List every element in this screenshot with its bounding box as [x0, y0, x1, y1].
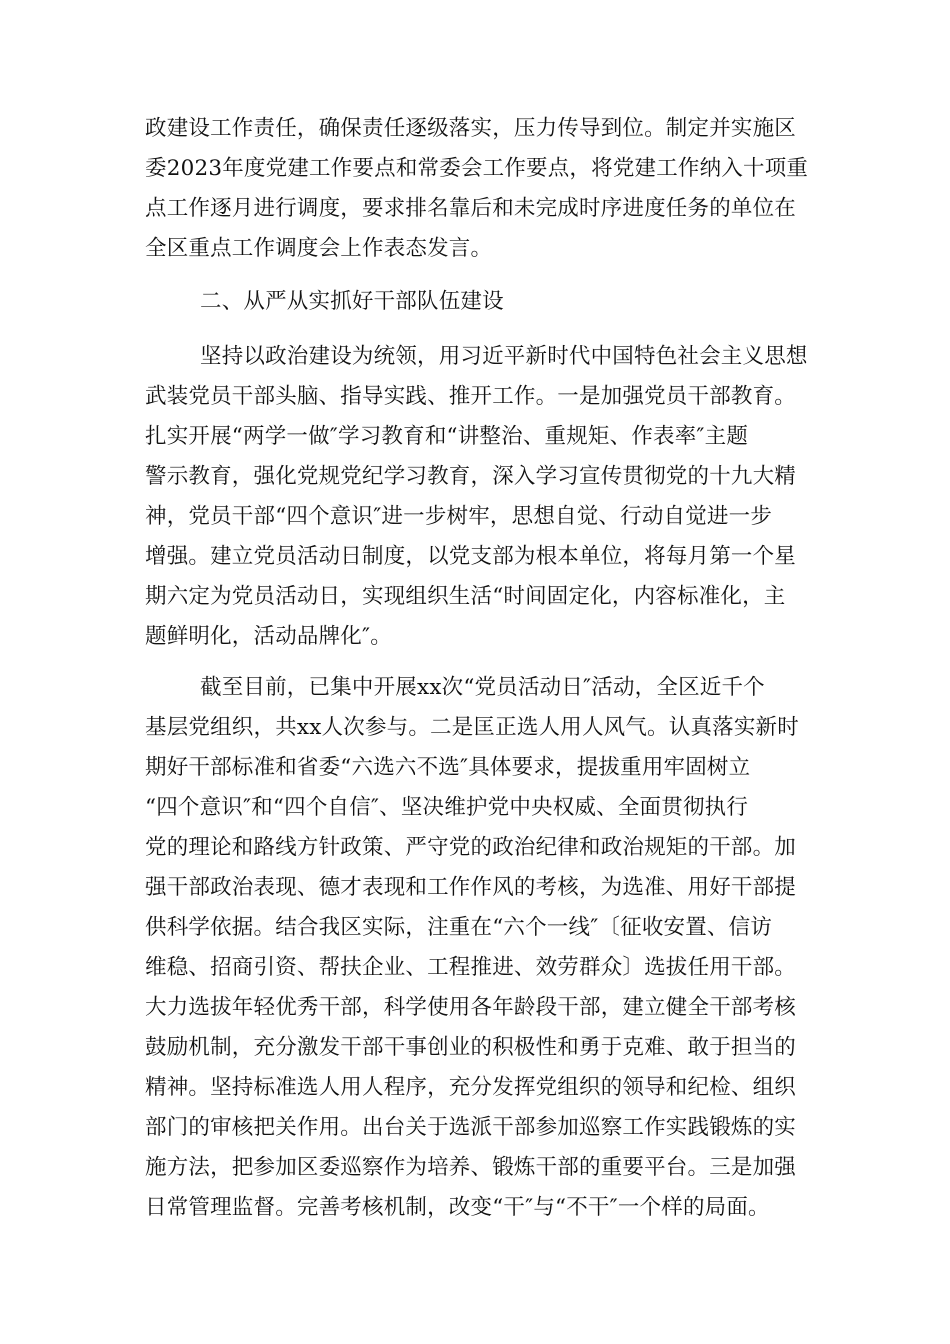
- paragraph-1-line-2: 委2023年度党建工作要点和常委会工作要点，将党建工作纳入十项重: [145, 156, 809, 181]
- paragraph-3-line-1: 截至目前，已集中开展xx次“党员活动日″活动，全区近千个: [200, 675, 765, 700]
- paragraph-2-line-4: 警示教育，强化党规党纪学习教育，深入学习宣传贯彻党的十九大精: [145, 464, 797, 489]
- paragraph-3-line-13: 施方法，把参加区委巡察作为培养、锻炼干部的重要平台。三是加强: [145, 1155, 797, 1180]
- paragraph-3-line-3: 期好干部标准和省委“六选六不选″具体要求，提拔重用牢固树立: [145, 755, 751, 780]
- paragraph-1-line-1: 政建设工作责任，确保责任逐级落实，压力传导到位。制定并实施区: [145, 116, 797, 141]
- paragraph-2-line-5: 神，党员干部“四个意识″进一步树牢，思想自觉、行动自觉进一步: [145, 504, 773, 529]
- paragraph-2-line-6: 增强。建立党员活动日制度，以党支部为根本单位，将每月第一个星: [145, 544, 797, 569]
- paragraph-2-line-2: 武装党员干部头脑、指导实践、推开工作。一是加强党员干部教育。: [145, 384, 797, 409]
- paragraph-2-line-8: 题鲜明化，活动品牌化″。: [145, 624, 392, 649]
- paragraph-3-line-11: 精神。坚持标准选人用人程序，充分发挥党组织的领导和纪检、组织: [145, 1075, 797, 1100]
- paragraph-3-line-8: 维稳、招商引资、帮扶企业、工程推进、效劳群众〕选拔任用干部。: [145, 955, 797, 980]
- paragraph-3-line-6: 强干部政治表现、德才表现和工作作风的考核，为选准、用好干部提: [145, 875, 797, 900]
- paragraph-2-line-7: 期六定为党员活动日，实现组织生活“时间固定化，内容标准化，主: [145, 584, 786, 609]
- paragraph-3-line-14: 日常管理监督。完善考核机制，改变“干″与“不干″一个样的局面。: [145, 1195, 770, 1220]
- paragraph-1-line-4: 全区重点工作调度会上作表态发言。: [145, 236, 493, 261]
- paragraph-3-line-10: 鼓励机制，充分激发干部干事创业的积极性和勇于克难、敢于担当的: [145, 1035, 797, 1060]
- paragraph-3-line-4: “四个意识″和“四个自信″、坚决维护党中央权威、全面贯彻执行: [145, 795, 749, 820]
- paragraph-2-line-1: 坚持以政治建设为统领，用习近平新时代中国特色社会主义思想: [200, 344, 808, 369]
- section-heading: 二、从严从实抓好干部队伍建设: [200, 289, 504, 314]
- paragraph-2-line-3: 扎实开展“两学一做″学习教育和“讲整治、重规矩、作表率″主题: [145, 424, 749, 449]
- paragraph-1-line-3: 点工作逐月进行调度，要求排名靠后和未完成时序进度任务的单位在: [145, 196, 797, 221]
- paragraph-3-line-5: 党的理论和路线方针政策、严守党的政治纪律和政治规矩的干部。加: [145, 835, 797, 860]
- paragraph-3-line-2: 基层党组织，共xx人次参与。二是匡正选人用人风气。认真落实新时: [145, 715, 799, 740]
- paragraph-3-line-9: 大力选拔年轻优秀干部，科学使用各年龄段干部，建立健全干部考核: [145, 995, 797, 1020]
- paragraph-3-line-7: 供科学依据。结合我区实际，注重在“六个一线″〔征收安置、信访: [145, 915, 773, 940]
- paragraph-3-line-12: 部门的审核把关作用。出台关于选派干部参加巡察工作实践锻炼的实: [145, 1115, 797, 1140]
